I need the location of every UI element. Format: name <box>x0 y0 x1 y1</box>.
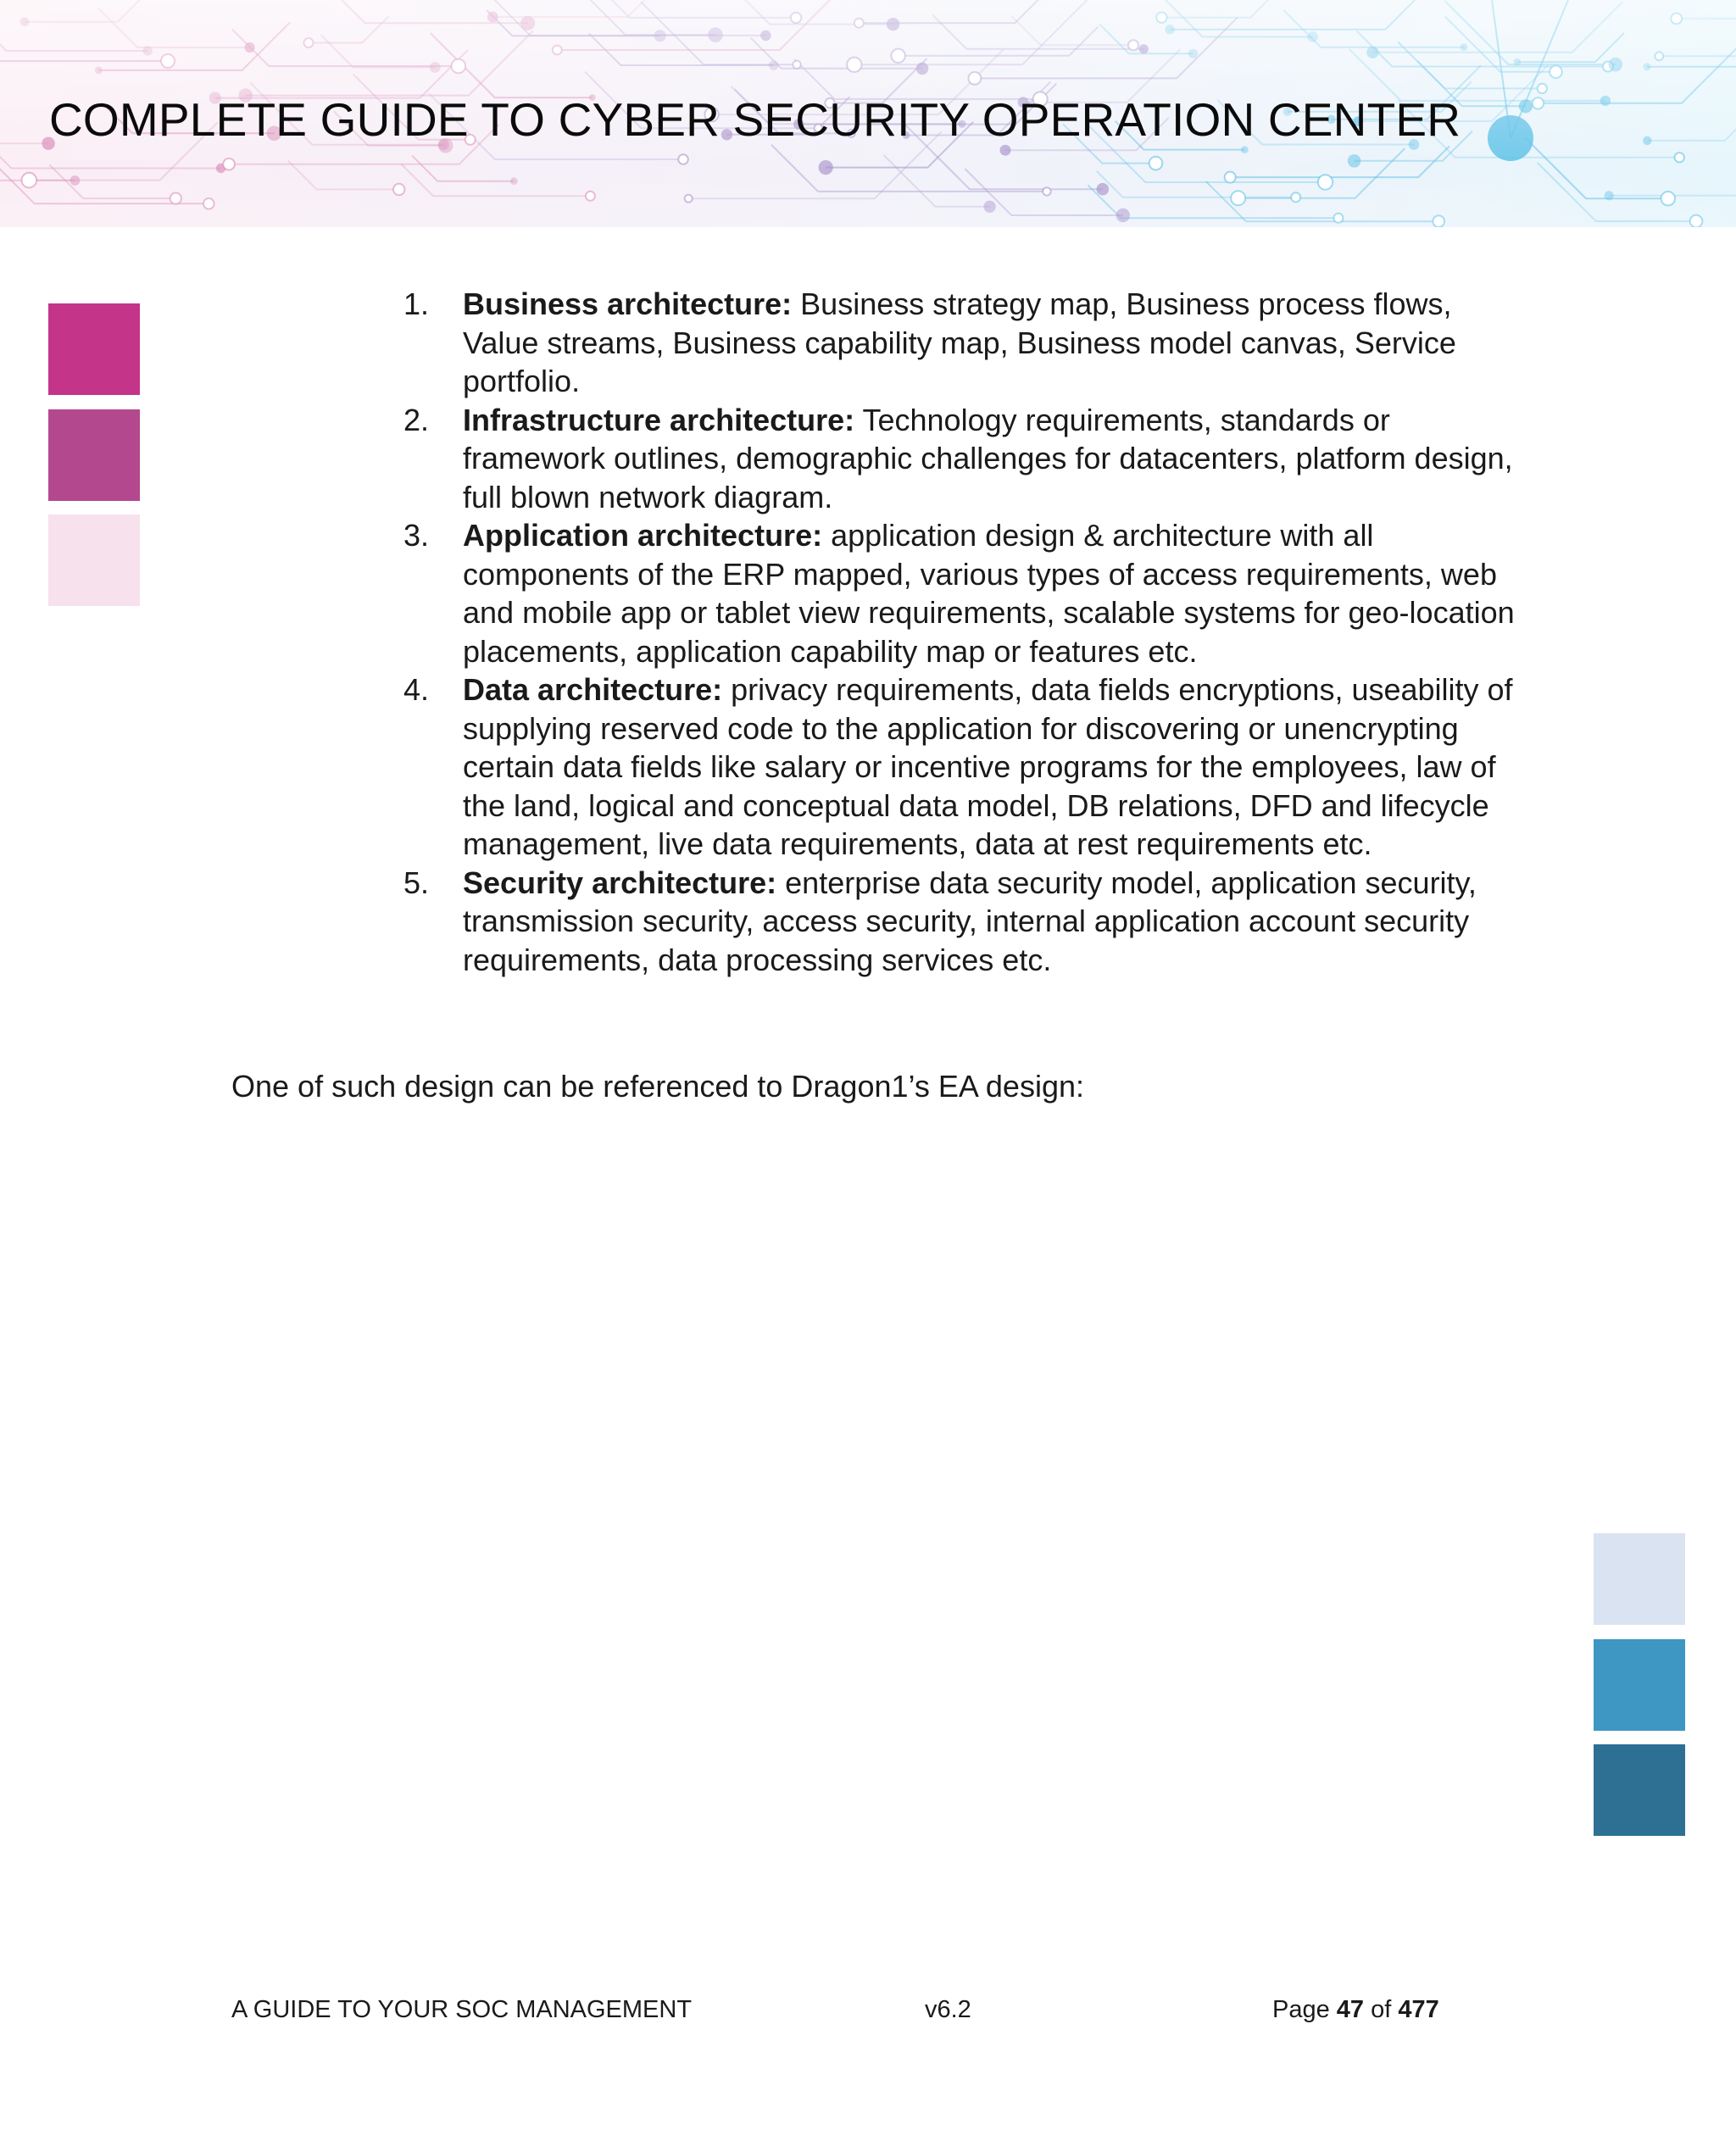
list-item-number: 1. <box>403 286 430 321</box>
list-item-number: 5. <box>403 865 430 900</box>
footer-page-number <box>1272 1994 1439 2026</box>
decorative-square-left-1 <box>48 303 140 395</box>
list-item-number: 4. <box>403 672 430 707</box>
list-item <box>403 401 1522 517</box>
body-paragraph: One of such design can be referenced to Dragon1’s EA design: <box>231 1069 1084 1104</box>
page-current: 47 <box>1336 1996 1365 2023</box>
footer-left-text: A GUIDE TO YOUR SOC MANAGEMENT <box>231 1996 693 2023</box>
list-item <box>403 516 1522 670</box>
list-item-term: Business architecture: <box>463 286 793 321</box>
list-item-term: Infrastructure architecture: <box>463 402 855 437</box>
decorative-square-left-3 <box>48 514 140 606</box>
decorative-square-right-2 <box>1594 1639 1685 1731</box>
list-item <box>403 285 1522 401</box>
decorative-square-right-3 <box>1594 1744 1685 1836</box>
decorative-square-left-2 <box>48 409 140 501</box>
list-item <box>403 864 1522 980</box>
list-item-text: Technology requirements, standards or framework outlines, demographic challenges for datacenters, platform design, full blown network diagram. <box>463 402 1513 514</box>
list-item-text: application design & architecture with all components of the ERP mapped, various types of access requirements, web and mobile app or tablet view requirements, scalable systems for geo-location placements, application capability map or features etc. <box>463 518 1515 669</box>
footer-version: v6.2 <box>925 1996 971 2023</box>
list-item-number: 2. <box>403 402 430 437</box>
list-item-number: 3. <box>403 518 430 553</box>
list-item <box>403 670 1522 864</box>
list-item-text: enterprise data security model, application security, transmission security, access security, internal application account security requirements, data processing services etc. <box>463 865 1477 977</box>
list-item-text: Business strategy map, Business process flows, Value streams, Business capability map, Business model canvas, Service portfolio. <box>463 286 1456 398</box>
page-prefix: Page <box>1272 1996 1337 2023</box>
page-of: of <box>1364 1996 1399 2023</box>
list-item-term: Security architecture: <box>463 865 777 900</box>
list-item-text: privacy requirements, data fields encryptions, useability of supplying reserved code to the application for discovering or unencrypting certain data fields like salary or incentive programs for the employees, law of the land, logical and conceptual data model, DB relations, DFD and lifecycle management, live data requirements, data at rest requirements etc. <box>463 672 1513 861</box>
architecture-list <box>403 285 1522 979</box>
page-total: 477 <box>1398 1996 1439 2023</box>
list-item-term: Data architecture: <box>463 672 723 707</box>
list-item-term: Application architecture: <box>463 518 823 553</box>
decorative-square-right-1 <box>1594 1533 1685 1625</box>
page-title: COMPLETE GUIDE TO CYBER SECURITY OPERATION CENTER <box>49 92 1461 146</box>
